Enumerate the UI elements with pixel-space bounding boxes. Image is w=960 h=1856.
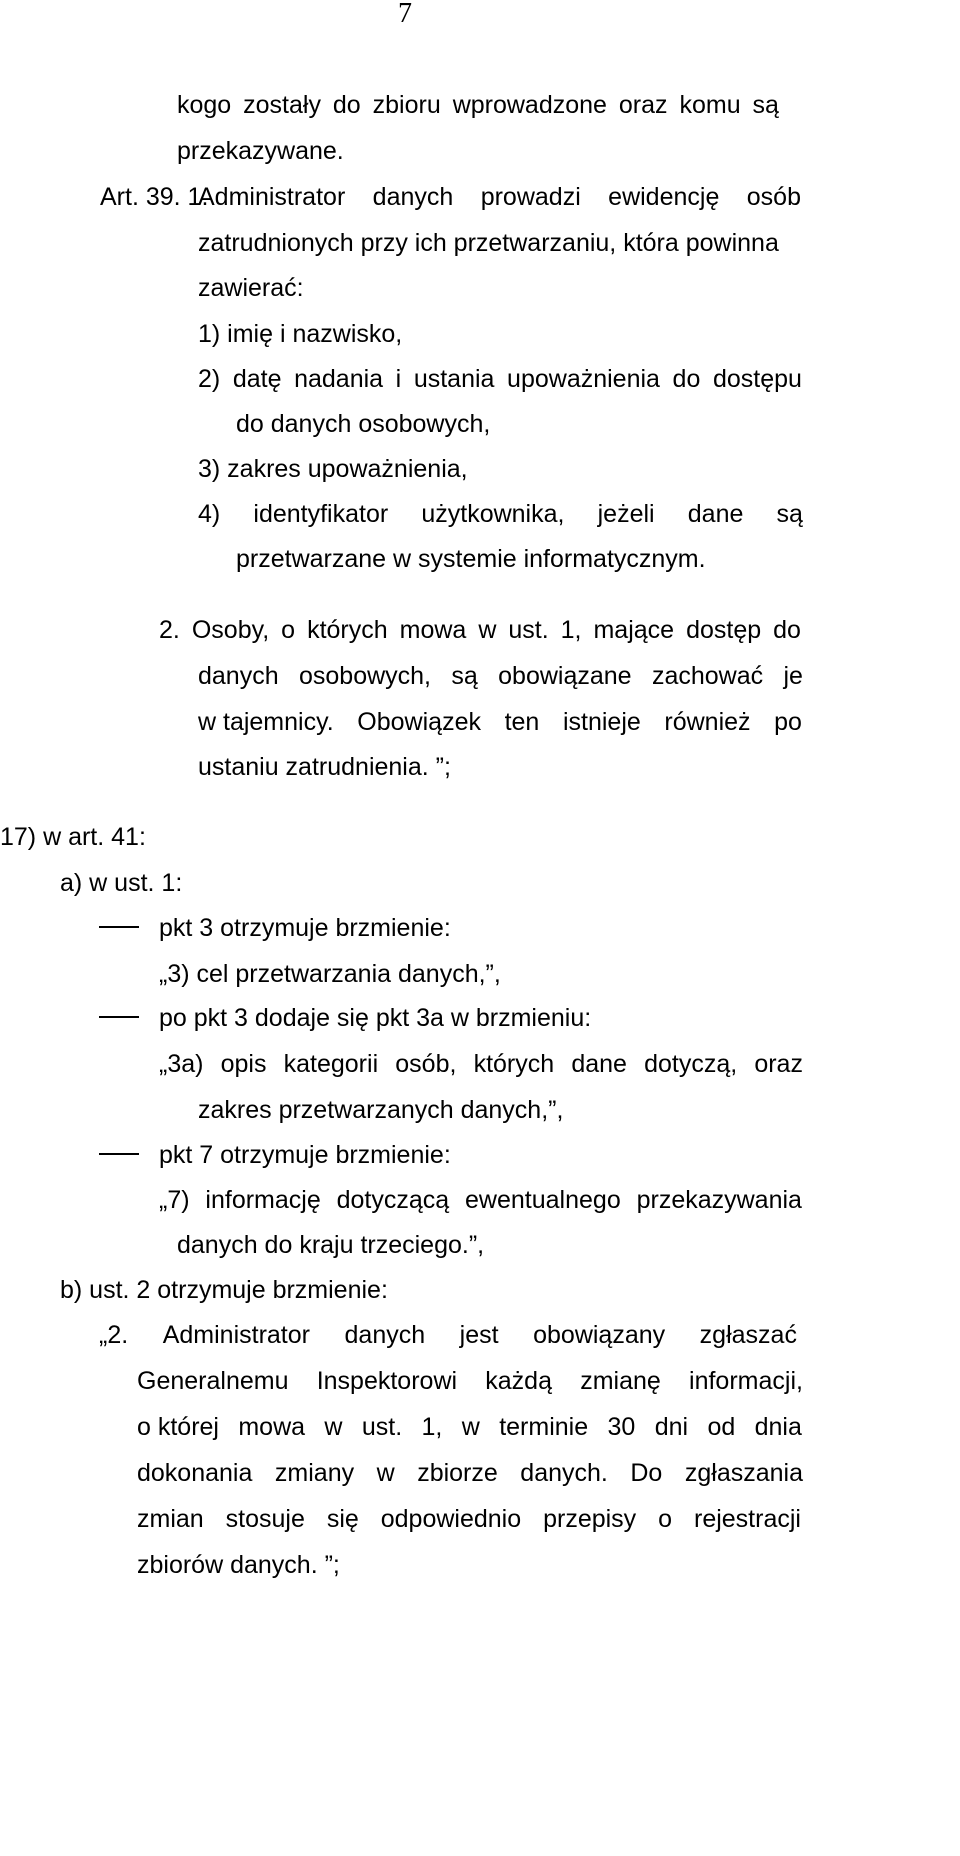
word: Inspektorowi xyxy=(316,1367,458,1395)
word: jeżeli xyxy=(597,500,655,528)
word: 4) xyxy=(198,500,221,528)
word: danych. xyxy=(520,1459,608,1487)
word: Administrator xyxy=(198,183,346,211)
word: dotyczącą xyxy=(336,1186,450,1214)
word: ten xyxy=(504,708,540,736)
amendment-3: pkt 7 otrzymuje brzmienie: xyxy=(159,1141,451,1169)
word: oraz xyxy=(618,91,668,119)
word: mające xyxy=(593,616,675,644)
word: osób xyxy=(746,183,801,211)
word: 2. xyxy=(159,616,180,644)
word: osób, xyxy=(395,1050,457,1078)
word: Do xyxy=(630,1459,663,1487)
word: prowadzi xyxy=(480,183,581,211)
page-number: 7 xyxy=(398,0,412,29)
word: nadania xyxy=(294,365,384,393)
word: Obowiązek xyxy=(357,708,481,736)
word: 1, xyxy=(421,1413,443,1441)
para-2-line-2 xyxy=(198,661,803,691)
word: zmianę xyxy=(580,1367,661,1395)
list-item-4 xyxy=(198,499,803,529)
word: do xyxy=(332,91,361,119)
word: identyfikator xyxy=(253,500,389,528)
line-4: zatrudnionych przy ich przetwarzaniu, która powinna xyxy=(198,229,779,257)
quote-2 xyxy=(159,1049,803,1079)
word: kogo xyxy=(177,91,232,119)
word: zgłaszania xyxy=(684,1459,803,1487)
word: których xyxy=(307,616,388,644)
word: terminie xyxy=(499,1413,589,1441)
word: przepisy xyxy=(543,1505,637,1533)
word: do xyxy=(672,365,701,393)
word: Osoby, xyxy=(191,616,270,644)
word: dostępu xyxy=(712,365,802,393)
article-39-label: Art. 39. 1. xyxy=(100,183,209,211)
word: zachować xyxy=(651,662,764,690)
word: użytkownika, xyxy=(421,500,565,528)
word: mowa xyxy=(399,616,467,644)
para-2-line-4: ustaniu zatrudnienia. ”; xyxy=(198,753,451,781)
line-1 xyxy=(177,90,779,120)
word: jest xyxy=(459,1321,499,1349)
word: w xyxy=(376,1459,395,1487)
word: wprowadzone xyxy=(452,91,607,119)
dash-3 xyxy=(99,1153,139,1155)
quote-4-line-1 xyxy=(99,1320,797,1350)
word: się xyxy=(326,1505,359,1533)
word: 2) xyxy=(198,365,221,393)
quote-1: „3) cel przetwarzania danych,”, xyxy=(159,960,501,988)
quote-4-line-6: zbiorów danych. ”; xyxy=(137,1551,340,1579)
word: datę xyxy=(232,365,282,393)
word: upoważnienia xyxy=(507,365,660,393)
list-item-3: 3) zakres upoważnienia, xyxy=(198,455,468,483)
word: są xyxy=(752,91,779,119)
line-3 xyxy=(198,182,801,212)
word: i xyxy=(395,365,402,393)
dash-1 xyxy=(99,926,139,928)
quote-3-cont: danych do kraju trzeciego.”, xyxy=(177,1231,485,1259)
word: zmiany xyxy=(274,1459,355,1487)
word: dane xyxy=(571,1050,627,1078)
word: obowiązany xyxy=(533,1321,666,1349)
subpoint-b: b) ust. 2 otrzymuje brzmienie: xyxy=(60,1276,388,1304)
amendment-1: pkt 3 otrzymuje brzmienie: xyxy=(159,914,451,942)
quote-2-cont: zakres przetwarzanych danych,”, xyxy=(198,1096,564,1124)
word: zbioru xyxy=(372,91,441,119)
para-2-line-3 xyxy=(198,707,802,737)
word: przekazywania xyxy=(636,1186,802,1214)
word: do xyxy=(773,616,801,644)
word: rejestracji xyxy=(694,1505,801,1533)
word: obowiązane xyxy=(498,662,632,690)
word: opis xyxy=(220,1050,267,1078)
word: kategorii xyxy=(283,1050,379,1078)
list-item-1: 1) imię i nazwisko, xyxy=(198,320,403,348)
word: są xyxy=(451,662,478,690)
point-17: 17) w art. 41: xyxy=(0,823,146,851)
word: je xyxy=(783,662,803,690)
word: Generalnemu xyxy=(137,1367,289,1395)
subpoint-a: a) w ust. 1: xyxy=(60,869,183,897)
word: od xyxy=(707,1413,736,1441)
word: o której xyxy=(137,1413,219,1441)
word: „3a) xyxy=(159,1050,204,1078)
word: stosuje xyxy=(225,1505,305,1533)
word: „7) xyxy=(159,1186,190,1214)
para-2-line-1 xyxy=(159,615,801,645)
word: w xyxy=(478,616,497,644)
word: ust. xyxy=(508,616,549,644)
word: dokonania xyxy=(137,1459,253,1487)
word: po xyxy=(774,708,802,736)
word: zmian xyxy=(137,1505,204,1533)
word: mowa xyxy=(238,1413,306,1441)
word: zgłaszać xyxy=(699,1321,797,1349)
word: Administrator xyxy=(162,1321,310,1349)
list-item-2 xyxy=(198,364,802,394)
word: istnieje xyxy=(562,708,641,736)
amendment-2: po pkt 3 dodaje się pkt 3a w brzmieniu: xyxy=(159,1004,592,1032)
word: oraz xyxy=(754,1050,803,1078)
line-5: zawierać: xyxy=(198,274,304,302)
quote-4-line-3 xyxy=(137,1412,802,1442)
word: dni xyxy=(654,1413,689,1441)
word: każdą xyxy=(485,1367,552,1395)
word: ust. xyxy=(361,1413,403,1441)
word: komu xyxy=(679,91,741,119)
word: w tajemnicy. xyxy=(198,708,334,736)
word: dotyczą, xyxy=(644,1050,738,1078)
quote-3 xyxy=(159,1185,802,1215)
list-item-2-cont: do danych osobowych, xyxy=(236,410,491,438)
word: danych xyxy=(372,183,454,211)
dash-2 xyxy=(99,1016,139,1018)
word: dane xyxy=(687,500,744,528)
word: dostęp xyxy=(686,616,762,644)
word: o xyxy=(281,616,296,644)
word: ewentualnego xyxy=(465,1186,621,1214)
word: w xyxy=(324,1413,343,1441)
word: osobowych, xyxy=(298,662,432,690)
word: 1, xyxy=(560,616,582,644)
line-2: przekazywane. xyxy=(177,137,344,165)
word: danych xyxy=(344,1321,426,1349)
quote-4-line-5 xyxy=(137,1504,801,1534)
word: informacji, xyxy=(689,1367,803,1395)
word: danych xyxy=(198,662,279,690)
word: 30 xyxy=(607,1413,636,1441)
word: zostały xyxy=(243,91,321,119)
quote-4-line-2 xyxy=(137,1366,803,1396)
word: informację xyxy=(205,1186,321,1214)
word: w xyxy=(461,1413,480,1441)
list-item-4-cont: przetwarzane w systemie informatycznym. xyxy=(236,545,706,573)
word: odpowiednio xyxy=(380,1505,522,1533)
word: ustania xyxy=(413,365,495,393)
word: dnia xyxy=(754,1413,802,1441)
word: są xyxy=(776,500,803,528)
word: ewidencję xyxy=(608,183,720,211)
word: „2. xyxy=(99,1321,129,1349)
word: również xyxy=(664,708,751,736)
word: zbiorze xyxy=(417,1459,498,1487)
word: których xyxy=(473,1050,555,1078)
quote-4-line-4 xyxy=(137,1458,803,1488)
word: o xyxy=(658,1505,673,1533)
